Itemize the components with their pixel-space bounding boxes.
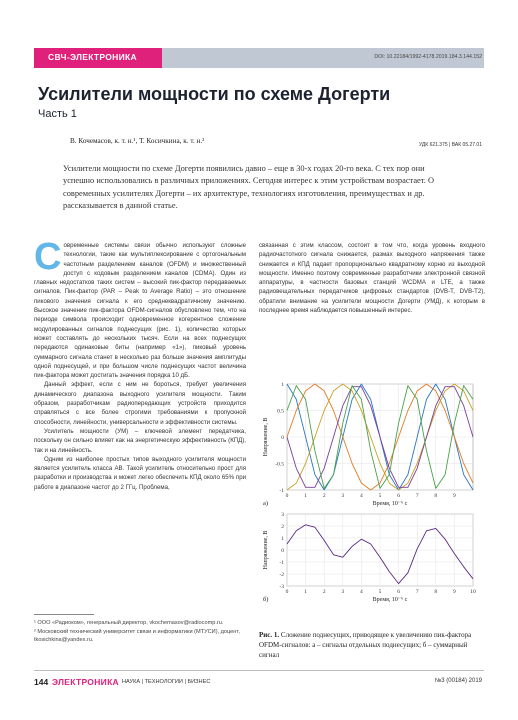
y-tick-label: -0.5 [275,461,284,468]
x-tick-label: 8 [434,493,438,499]
x-tick-label: 2 [322,493,326,499]
footnotes [34,619,244,645]
x-axis-label: Время, 10⁻⁶ с [372,501,408,507]
doi-label: DOI: 10.22184/1992-4178.2019.184.3.144.152 [374,54,482,60]
x-tick-label: 6 [397,589,400,595]
y-tick-label: -2 [279,572,284,578]
x-tick-label: 9 [453,493,456,499]
panel-a-label: а) [263,500,269,507]
x-tick-label: 10 [470,589,476,595]
panel-b-label: б) [263,596,269,603]
y-tick-label: 0 [281,435,284,441]
x-tick-label: 5 [378,589,382,595]
y-tick-label: 0 [281,548,284,554]
y-axis-label: Напряжение, В [263,530,269,570]
x-tick-label: 8 [434,589,438,595]
x-tick-label: 3 [341,589,345,595]
section-label: СВЧ-ЭЛЕКТРОНИКА [48,52,137,62]
footnote-2: ² Московский технический университет связи и информатики (МТУСИ), доцент, tkosichkina@yandex.ru. [34,628,240,644]
y-axis-label: Напряжение, В [263,417,269,457]
x-tick-label: 0 [285,589,289,595]
article-abstract: Усилители мощности по схеме Догерти появились давно – еще в 30-х годах 20-го века. С тех пор они успешно использовались в различных приложениях. Сегодня интерес к этим устройствам возрастает. О современных усилителях Догерти – их архитектуре, технологиях изготовления, преимуществах и др. рассказывается в данной статье. [63,164,435,211]
x-tick-label: 4 [360,493,363,499]
article-authors: В. Кочемасов, к. т. н.¹, Т. Косичкина, к. т. н.² [70,137,205,145]
x-tick-label: 1 [304,589,307,595]
paragraph: Усилитель мощности (УМ) – ключевой элемент передатчика, поскольку он сильно влияет как на энергетическую эффективность (КПД), так и на линейность. [34,427,246,454]
y-tick-label: 1 [281,536,284,542]
y-tick-label: 0.5 [277,408,284,415]
x-tick-label: 4 [360,589,363,595]
paragraph: связанная с этим классом, состоит в том что, когда уровень входного радиочастотного сигнала снижается, размах выходного напряжения также снижается и КПД падает пропорционально квадратному корню из выходной мощности. Именно поэтому современные разработчики электронной связной аппаратуры, в частности базовых станций WCDMA и LTE, а также радиовещательных передатчиков цифровых стандартов (DVB-T, DVB-T2), обратили внимание на усилители мощности Догерти (УМД), к которым в последнее время наблюдается повышенный интерес. [259,242,485,315]
y-tick-label: 3 [281,512,284,518]
x-axis-label: Время, 10⁻⁶ с [372,597,408,603]
y-tick-label: -3 [279,584,284,590]
footnote-1: ¹ ООО «Радиоком», генеральный директор, vkochemasov@radiocomp.ru. [34,620,224,626]
x-tick-label: 7 [415,589,419,595]
paragraph: Одним из наиболее простых типов выходного усилителя мощности является усилитель класса AB. Такой усилитель относительно прост для разработки и производства и может легко обеспечить КПД около 65% при работе в диапазоне частот до 2 ГГц. Проблема, [34,455,246,491]
page-number: 144 [34,677,49,687]
article-subtitle: Часть 1 [38,108,77,120]
article-title: Усилители мощности по схеме Догерти [38,84,391,104]
x-tick-label: 5 [378,493,382,499]
journal-name: ЭЛЕКТРОНИКА [52,677,119,687]
y-tick-label: 2 [281,524,284,530]
issue-label: №3 (00184) 2019 [434,678,482,684]
x-tick-label: 9 [453,589,456,595]
x-tick-label: 7 [415,493,419,499]
drop-cap: С [34,236,62,278]
x-tick-label: 3 [341,493,345,499]
figure-caption [259,630,485,660]
x-tick-label: 2 [322,589,326,595]
y-tick-label: -1 [279,560,284,566]
footnote-divider [34,614,94,615]
footer-divider [34,670,484,671]
text-column-left [34,236,246,492]
paragraph: Данный эффект, если с ним не бороться, требует увеличения динамического диапазона выходного усилителя мощности. Таким образом, разработчикам радиопередающих устройств приходится справляться с все более строгими требованиями к пропускной способности, линейности, универсальности и эффективности системы. [34,381,246,426]
y-tick-label: -1 [279,488,284,494]
journal-tagline: НАУКА | ТЕХНОЛОГИИ | БИЗНЕС [122,679,211,685]
paragraph: овременные системы связи обычно используют сложные технологии, такие как мультиплексирование с ортогональным частотным разделением каналов (OFDM) и множественный доступ с кодовым разделением каналов (CDMA). Один из главных недостатков таких систем – высокий пик-фактор передаваемых сигналов. Пик-фактор (PAR – Peak to Average Ratio) – это отношение пикового значения сигнала к его среднеквадратичному значению. Высокое значение пик-фактора OFDM-сигналов обусловлено тем, что на периоде символа происходит одновременное когерентное сложение модулированных сигналов поднесущих (рис. 1), количество которых может составлять до нескольких тысяч. Если на всех поднесущих передаются одинаковые биты (например «1»), пиковый уровень суммарного сигнала станет в несколько раз больше значения амплитуды одной поднесущей, и при большом числе поднесущих частот величина пик-фактора может достигать значения порядка 10 дБ. [34,242,246,380]
y-tick-label: 1 [281,382,284,388]
figure-caption-label: Рис. 1. [259,631,280,639]
udc-label: УДК 621.375 | ВАК 05.27.01 [418,142,482,148]
text-column-right [259,241,485,315]
x-tick-label: 0 [285,493,289,499]
figure-caption-text: Сложение поднесущих, приводящее к увеличению пик-фактора OFDM-сигналов: а – сигналы отдельных поднесущих; б – суммарный сигнал [259,631,472,659]
figure-1 [259,378,485,628]
x-tick-label: 1 [304,493,307,499]
x-tick-label: 6 [397,493,400,499]
